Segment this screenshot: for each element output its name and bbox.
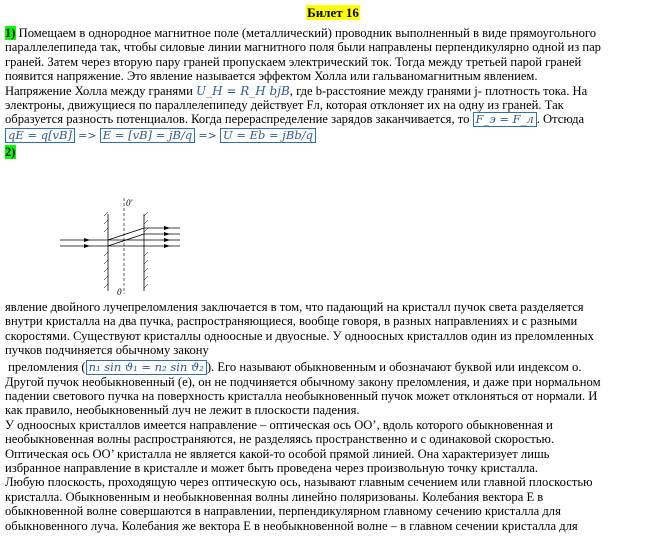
q1-line-4: появится напряжение. Это явление называется эффектом Холла или гальваномагнитным явлением. — [5, 69, 538, 84]
q1-formula-chain — [5, 128, 656, 143]
q2-line-8: У одноосных кристаллов имеется направление – оптическая ось ОО’, вдоль которого обыкновенная и — [5, 417, 553, 432]
q2-line-15: обыкновенного луча. Колебания же вектора Е в необыкновенной волне – в главном сечении кристалла для — [5, 518, 578, 533]
birefringence-figure — [60, 196, 180, 296]
q1-number: 1) — [5, 26, 16, 40]
q2-line-6: падении светового пучка на поверхность кристалла необыкновенный пучок может отклоняться от нормали. И — [5, 389, 598, 404]
q1-line-2: параллелепипеда так, чтобы силовые линии магнитного поля были направлены перпендикулярно одной из пар — [5, 40, 601, 55]
q2-line-13: кристалла. Обыкновенным и необыкновенная волны линейно поляризованы. Колебания вектора Е в — [5, 489, 544, 504]
q2-line-2: внутри кристалла на два пучка, распространяющиеся, вообще говоря, в разных направлениях и с разными — [5, 314, 578, 329]
q2-line-5: Другой пучок необыкновенный (е), он не подчиняется обычному закону преломления, и даже при нормальном — [5, 374, 601, 389]
q2-line-11: избранное направление в кристалле и может быть проведена через произвольную точку кристалла. — [5, 461, 539, 476]
q2-line-14: обыкновенной волне совершаются в направлении, перпендикулярном главному сечению кристалла для — [5, 504, 561, 519]
snell-law-formula: n₁ sin ϑ₁ = n₂ sin ϑ₂ — [86, 360, 207, 375]
q1-line-3: граней. Затем через вторую пару граней пропускаем электрический ток. Тогда между третьей парой граней — [5, 54, 582, 69]
q2-line-12: Любую плоскость, проходящую через оптическую ось, называют главным сечением или главной плоскостью — [5, 475, 593, 490]
q2-number-line — [5, 145, 656, 159]
question-1 — [5, 26, 656, 159]
question-2-text — [5, 300, 656, 533]
formula-1: qE = q[vB] — [5, 128, 75, 143]
label-o: 0 — [117, 287, 122, 296]
hall-voltage-formula: U_H = R_H bjB — [195, 83, 290, 98]
implies-arrow-1: => — [78, 129, 97, 143]
implies-arrow-2: => — [198, 129, 217, 143]
ticket-title: Билет 16 — [307, 5, 359, 20]
birefringence-diagram — [60, 196, 180, 296]
q2-line-10: Оптическая ось ОО’ кристалла не является какой-то особой прямой линией. Она характеризует лишь — [5, 446, 550, 461]
q2-line-1: явление двойного лучепреломления заключается в том, что падающий на кристалл пучок света разделяется — [5, 300, 584, 314]
formula-2: E = [vB] = jB/q — [100, 128, 195, 143]
q1-line-1: 1) Помещаем в однородное магнитное поле (металлический) проводник выполненный в виде прямоугольного — [5, 26, 597, 40]
q2-line-4: пучков подчиняется обычному закону — [5, 343, 209, 358]
q1-line-6: электроны, движущиеся по параллелепипеду действует Fл, которая отклоняет их на одну из граней. Так — [5, 98, 564, 113]
q2-law-line: преломления ( n₁ sin ϑ₁ = n₂ sin ϑ₂ ). Его называют обыкновенным и обозначают буквой или индексом о. — [8, 359, 582, 374]
q2-line-9: необыкновенная волны распространяются, не разделяясь пространственно и с одинаковой скоростью. — [5, 432, 555, 447]
q1-line-5: Напряжение Холла между гранями U_H = R_H bjB, где b-расстояние между гранями j- плотность тока. На — [5, 83, 588, 98]
force-balance-formula: F_э = F_л — [473, 112, 537, 127]
label-o-prime: 0' — [126, 198, 133, 208]
formula-3: U = Eb = jBb/q — [220, 128, 316, 143]
q2-line-3: скоростями. Существуют кристаллы одноосные и двуосные. У одноосных кристаллов один из преломленных — [5, 328, 594, 343]
q2-number: 2) — [5, 144, 16, 159]
q2-line-7: как правило, необыкновенный луч не лежит в плоскости падения. — [5, 403, 360, 418]
q1-line-7: образуется разность потенциалов. Когда перераспределение зарядов заканчивается, то F_э = F_л . Отсюда — [5, 112, 585, 127]
